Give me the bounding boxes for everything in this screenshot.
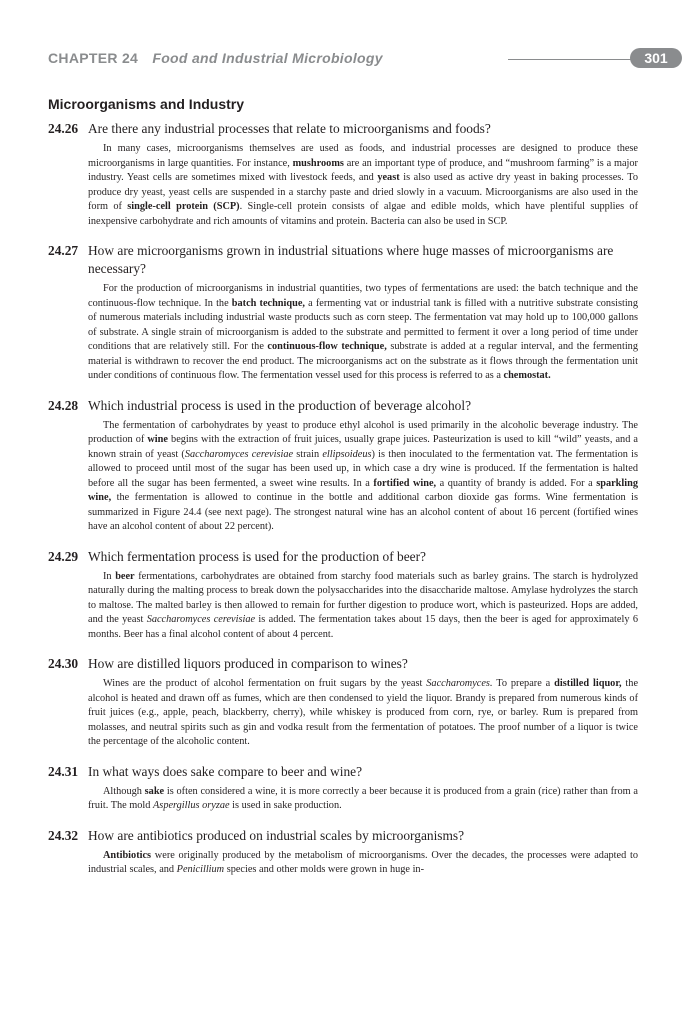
- answer-text: ) is then inoculated to the fermentation vat. The fermentation is allowed to proceed until most of the sugar has been used up, in which case a dry wine is produced. If the fermentation is halted before all the sugar has been fermented, a sweet wine results. In a: [88, 448, 638, 489]
- bold-term: continuous-flow technique,: [267, 341, 387, 352]
- bold-term: mushrooms: [292, 157, 344, 169]
- italic-term: Aspergillus oryzae: [153, 800, 230, 811]
- italic-term: Saccharomyces.: [426, 678, 493, 689]
- question-number: 24.32: [48, 827, 79, 843]
- question-text: How are microorganisms grown in industrial situations where huge masses of microorganisms are necessary?: [88, 243, 614, 276]
- question-text: Are there any industrial processes that relate to microorganisms and foods?: [88, 121, 491, 136]
- answer-text: is often considered a wine, it is more correctly a beer because it is produced from a grain (rice) rather than from a fruit. The mold: [88, 785, 638, 811]
- qa-item: [48, 763, 638, 814]
- bold-term: chemostat.: [503, 370, 551, 381]
- answer-text: substrate is added at a regular interval, and the fermenting material is withdrawn to recover the end product. The microorganisms act on the substrate as it flows through the fermentation unit under conditions of continuous flow. The fermentation vessel used for this process is referred to as a: [88, 341, 638, 381]
- question-number: 24.26: [48, 121, 79, 136]
- answer-text: is used in sake production.: [229, 800, 342, 811]
- bold-term: fortified wine,: [373, 477, 437, 489]
- chapter-heading: [48, 50, 383, 66]
- question-text: In what ways does sake compare to beer and wine?: [88, 763, 363, 779]
- answer-text: a quantity of brandy is added. For a: [436, 477, 597, 489]
- qa-item: [48, 120, 638, 229]
- bold-term: sparkling wine,: [88, 477, 638, 503]
- answer-text: fermentations, carbohydrates are obtained from starchy food materials such as barley grains. The starch is hydrolyzed naturally during the malting process to break down the polysaccharides into the disaccharide maltose. Amylase hydrolyzes the starch to maltose. The malted barley is then allowed to remain for further digestion to produce wort, which is pasteurized. Hops are added, and the yeast: [88, 570, 639, 625]
- qa-item: [48, 827, 638, 878]
- question-row: [48, 120, 638, 138]
- bold-term: distilled liquor,: [554, 678, 622, 689]
- answer-text: the alcohol is heated and drawn off as fumes, which are then condensed to yield the liquor. Brandy is prepared from numerous kinds of fruit juices (e.g., apple, peach, blackberry, cherry), while whiskey is produced from corn, rye, or barley. Rum is prepared from molasses, and neutral spirits such as gin and vodka result from the fermentation of potatoes. The proof number of a liquor is twice the percentage of the alcoholic content.: [88, 678, 639, 747]
- answer-text: In: [103, 570, 116, 582]
- question-row: [48, 763, 638, 781]
- answer-text: To prepare a: [492, 678, 555, 689]
- italic-term: ellipsoideus: [322, 448, 372, 460]
- bold-term: beer: [115, 570, 135, 582]
- bold-term: yeast: [377, 172, 400, 183]
- question-text: How are antibiotics produced on industrial scales by microorganisms?: [88, 827, 465, 843]
- qa-item: [48, 548, 638, 643]
- answer-paragraph: [88, 785, 638, 814]
- question-number: 24.27: [48, 243, 79, 258]
- question-row: [48, 242, 638, 278]
- question-text: Which fermentation process is used for the production of beer?: [88, 548, 426, 564]
- answer-text: the fermentation is allowed to continue in the bottle and additional carbon dioxide gas forms. Wine fermentation is summarized in Figure 24.4 (see next page). The strongest natural wine has an alcohol content of about 16 percent (fortified wines have an alcohol content of about 22 percent).: [88, 492, 638, 532]
- answer-text: begins with the extraction of fruit juices, usually grape juices. Pasteurization is used to kill “wild” yeasts, and a known strain of yeast (: [88, 434, 638, 460]
- question-number: 24.29: [48, 548, 79, 564]
- bold-term: sake: [144, 785, 165, 797]
- answer-text: is added. The fermentation takes about 15 days, then the beer is aged for approximately 6 months. Beer has a final alcohol content of about 4 percent.: [88, 614, 638, 640]
- qa-item: [48, 242, 638, 384]
- answer-text: a fermenting vat or industrial tank is filled with a nutritive substrate consisting of numerous materials including industrial waste products such as corn steep. The fermentation vat may hold up to 100,000 gallons of substrate. A single strain of microorganism is added to the substrate and permitted to ferment it over a long period of time under conditions that are relatively still. For the: [88, 297, 638, 352]
- answer-paragraph: [88, 677, 638, 750]
- section-title: Microorganisms and Industry: [48, 96, 245, 112]
- chapter-title: Food and Industrial Microbiology: [152, 50, 383, 66]
- question-number: 24.28: [48, 397, 79, 413]
- answer-paragraph: [88, 282, 638, 384]
- answer-text: Wines are the product of alcohol fermentation on fruit sugars by the yeast: [103, 678, 427, 689]
- italic-term: Saccharomyces cerevisiae: [184, 448, 294, 460]
- answer-paragraph: [88, 570, 638, 643]
- answer-text: were originally produced by the metabolism of microorganisms. Over the decades, the processes were adapted to industrial scales, and: [88, 849, 638, 875]
- bold-term: batch technique,: [231, 297, 305, 309]
- answer-paragraph: [88, 142, 638, 229]
- question-row: [48, 397, 638, 415]
- answer-text: species and other molds were grown in huge in-: [224, 864, 425, 875]
- chapter-label: CHAPTER 24: [48, 50, 139, 66]
- italic-term: Saccharomyces cerevisiae: [146, 614, 256, 625]
- answer-text: For the production of microorganisms in industrial quantities, two types of fermentations are used: the batch technique and the continuous-flow technique. In the: [88, 283, 638, 309]
- question-number: 24.31: [48, 763, 79, 779]
- qa-list: [48, 120, 638, 891]
- italic-term: Penicillium: [176, 864, 225, 875]
- question-text: How are distilled liquors produced in comparison to wines?: [88, 656, 408, 671]
- question-row: [48, 655, 638, 673]
- answer-text: The fermentation of carbohydrates by yeast to produce ethyl alcohol is used primarily in the alcoholic beverage industry. The production of: [88, 419, 638, 445]
- qa-item: [48, 655, 638, 750]
- answer-paragraph: [88, 849, 638, 878]
- answer-text: In many cases, microorganisms themselves are used as foods, and industrial processes are designed to produce these microorganisms in large quantities. For instance,: [88, 143, 638, 169]
- bold-term: wine: [147, 434, 168, 445]
- answer-text: . Single-cell protein consists of algae and edible molds, which have plentiful supplies of inexpensive carbohydrate and rich amounts of vitamins and protein. Bacteria can also be used in SCP.: [88, 201, 638, 227]
- header-rule: [508, 59, 638, 60]
- answer-paragraph: [88, 419, 638, 535]
- page-number-badge: 301: [630, 48, 682, 68]
- question-number: 24.30: [48, 656, 79, 671]
- answer-text: strain: [293, 448, 323, 460]
- question-row: [48, 548, 638, 566]
- question-text: Which industrial process is used in the production of beverage alcohol?: [88, 397, 472, 413]
- bold-term: single-cell protein (SCP): [127, 201, 240, 212]
- answer-text: is also used as active dry yeast in baking processes. To produce dry yeast, yeast cells are suspended in a starchy paste and dried slowly in a vacuum. Microorganisms are also used in the form of: [88, 172, 638, 212]
- question-row: [48, 827, 638, 845]
- qa-item: [48, 397, 638, 535]
- answer-text: Although: [103, 785, 145, 797]
- bold-term: Antibiotics: [103, 849, 152, 861]
- running-header: [48, 48, 668, 72]
- answer-text: are an important type of produce, and “mushroom farming” is a major industry. Yeast cells are sometimes mixed with livestock feeds, and: [88, 157, 638, 183]
